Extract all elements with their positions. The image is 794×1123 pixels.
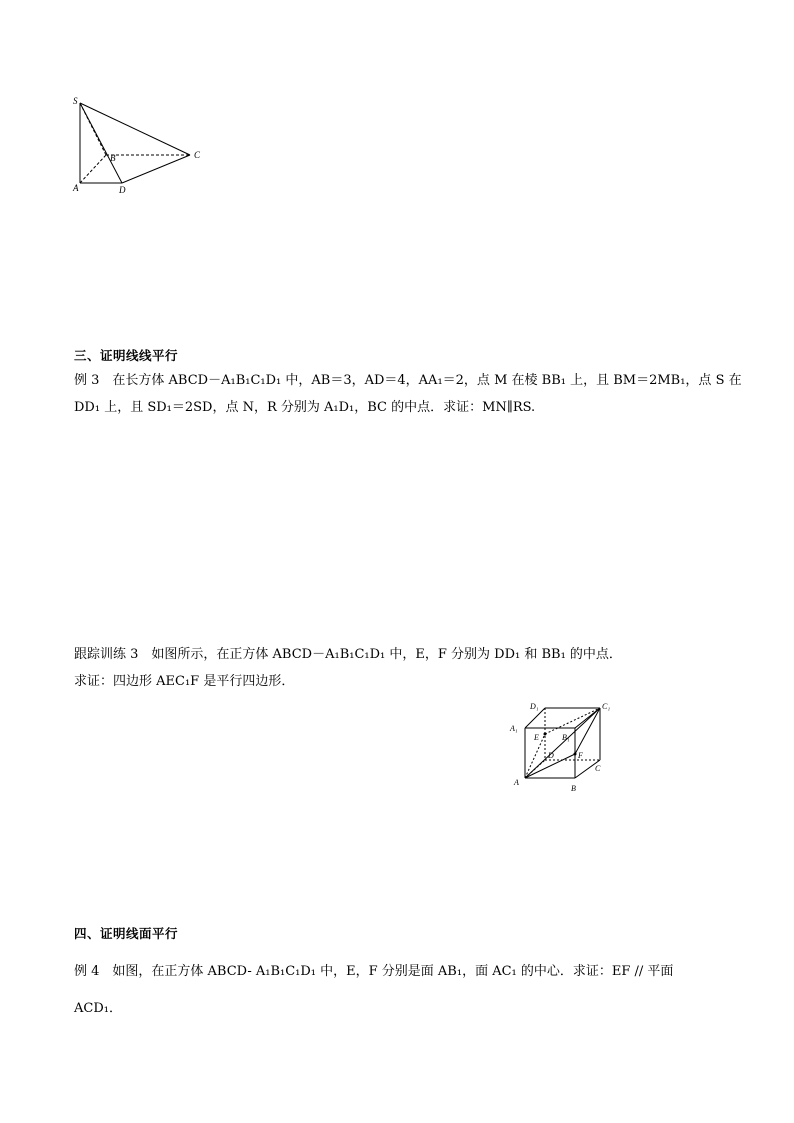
pyramid-figure [70,95,210,200]
example-3-line-1: 例 3 在长方体 ABCD－A₁B₁C₁D₁ 中，AB＝3，AD＝4，AA₁＝2，点 M 在棱 BB₁ 上，且 BM＝2MB₁，点 S 在 [74,373,742,388]
section-4-heading: 四、证明线面平行 [74,926,179,941]
label-b: B [571,784,576,793]
label-f: F [578,751,583,760]
section-3-heading: 三、证明线线平行 [74,348,179,363]
example-3-line-2: DD₁ 上，且 SD₁＝2SD，点 N，R 分别为 A₁D₁，BC 的中点．求证：MN∥RS. [74,400,536,415]
label-a: A [514,778,519,787]
label-d1: D₁ [530,702,539,711]
label-c1: C₁ [602,702,611,711]
cube-figure [505,698,615,796]
label-c: C [194,150,201,160]
label-b: B [110,153,116,163]
training-3-line-2: 求证：四边形 AEC₁F 是平行四边形． [74,674,295,689]
label-s: S [73,96,78,106]
label-b1: B₁ [562,733,570,742]
label-d: D [548,751,554,760]
label-e: E [534,733,539,742]
label-a1: A₁ [510,724,518,733]
example-4-line-1: 例 4 如图，在正方体 ABCD- A₁B₁C₁D₁ 中，E，F 分别是面 AB₁，面 AC₁ 的中心．求证：EF // 平面 [74,964,674,979]
training-3-line-1: 跟踪训练 3 如图所示，在正方体 ABCD－A₁B₁C₁D₁ 中，E，F 分别为 DD₁ 和 BB₁ 的中点． [74,647,622,662]
label-c: C [595,764,601,773]
example-4-line-2: ACD₁． [74,1001,122,1016]
label-d: D [119,185,126,195]
label-a: A [73,183,79,193]
